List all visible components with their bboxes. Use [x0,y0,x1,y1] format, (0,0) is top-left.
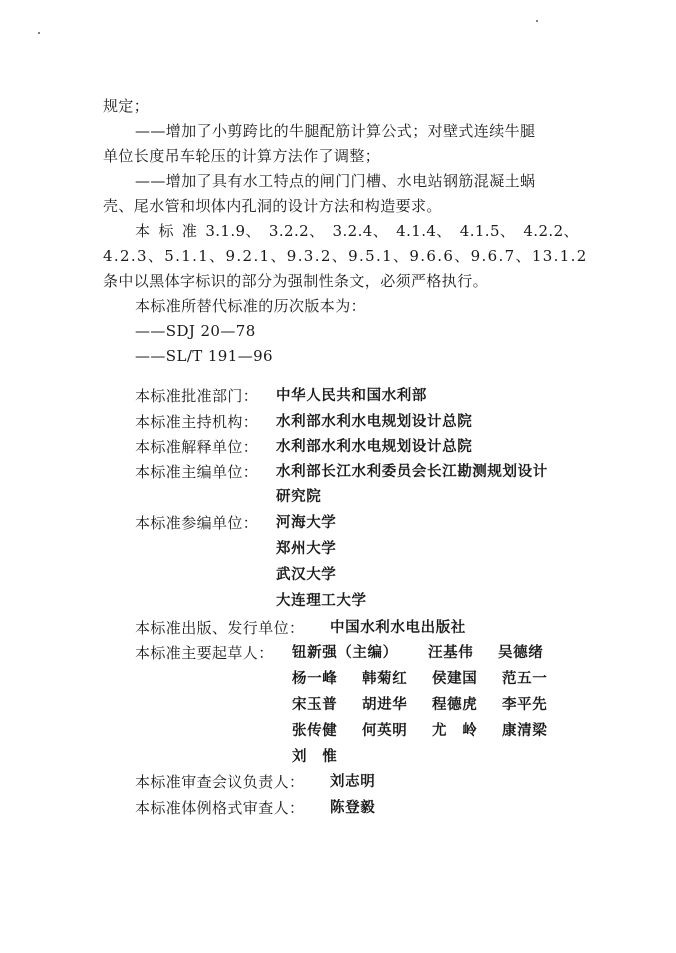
text-line: 单位长度吊车轮压的计算方法作了调整； [103,147,381,165]
drafter-name: 吴德绪 [498,645,544,661]
text-fragment: 本 [135,222,151,240]
text-line-clause-numbers [135,221,579,241]
drafter-name: 何英明 [362,723,408,739]
text-line: 规定； [103,97,150,115]
text-fragment: 4.2.2、 [523,222,579,240]
drafter-name: 范五一 [502,671,548,687]
publish-label: 本标准出版、发行单位： [135,619,305,637]
drafter-name: 杨一峰 [292,671,338,687]
text-fragment: 准 [181,222,198,240]
text-fragment: 3.2.2、 [268,222,325,240]
text-fragment: 3.1.9、 [205,222,261,240]
review-label: 本标准审查会议负责人： [135,773,305,791]
drafters-row [292,747,362,767]
participate-unit: 武汉大学 [276,567,337,583]
format-label: 本标准体例格式审查人： [135,799,305,817]
drafter-name: 程德虎 [432,697,478,713]
drafter-name: 刘 惟 [292,749,338,765]
drafter-name: 韩菊红 [362,671,408,687]
publish-value: 中国水利水电出版社 [330,620,466,636]
text-line: ——增加了小剪跨比的牛腿配筋计算公式；对壁式连续牛腿 [135,122,536,140]
drafters-row [292,695,572,715]
drafters-row [292,669,572,689]
review-value: 刘志明 [330,774,376,790]
chief-label: 本标准主编单位： [135,463,259,481]
drafter-name: 汪基伟 [428,645,474,661]
text-fragment: 3.2.4、 [332,222,389,240]
drafter-name: 尤 岭 [432,723,478,739]
chief-value: 水利部长江水利委员会长江勘测规划设计 [276,464,548,480]
format-value: 陈登毅 [330,800,376,816]
text-line: 条中以黑体字标识的部分为强制性条文，必须严格执行。 [103,272,489,290]
approve-label: 本标准批准部门： [135,387,259,405]
drafter-name: 钮新强（主编） [292,645,398,661]
chief-value-cont: 研究院 [276,489,322,505]
text-fragment: 4.1.5、 [459,222,516,240]
drafter-name: 胡进华 [362,697,408,713]
participate-unit: 河海大学 [276,515,337,531]
text-line: 4.2.3、5.1.1、9.2.1、9.3.2、9.5.1、9.6.6、9.6.7、13.1.2 [103,247,588,265]
drafter-name: 康清梁 [502,723,548,739]
drafter-name: 张传健 [292,723,338,739]
approve-value: 中华人民共和国水利部 [276,388,427,404]
drafters-label: 本标准主要起草人： [135,644,274,662]
participate-unit: 大连理工大学 [276,593,367,609]
text-line: 壳、尾水管和坝体内孔洞的设计方法和构造要求。 [103,197,442,215]
interpret-label: 本标准解释单位： [135,438,259,456]
scan-speck [536,20,538,22]
text-fragment: 标 [158,222,174,240]
drafter-name: 李平先 [502,697,548,713]
drafters-row [292,643,568,663]
text-line: ——SDJ 20—78 [135,322,256,340]
text-line: 本标准所替代标准的历次版本为： [135,297,367,315]
text-line: ——增加了具有水工特点的闸门门槽、水电站钢筋混凝土蜗 [135,172,536,190]
drafters-row [292,721,572,741]
text-line: ——SL/T 191—96 [135,347,273,365]
host-label: 本标准主持机构： [135,413,259,431]
drafter-name: 侯建国 [432,671,478,687]
interpret-value: 水利部水利水电规划设计总院 [276,439,473,455]
scan-speck [38,32,40,34]
drafter-name: 宋玉普 [292,697,338,713]
host-value: 水利部水利水电规划设计总院 [276,414,473,430]
participate-label: 本标准参编单位： [135,514,259,532]
text-fragment: 4.1.4、 [396,222,452,240]
participate-unit: 郑州大学 [276,541,337,557]
